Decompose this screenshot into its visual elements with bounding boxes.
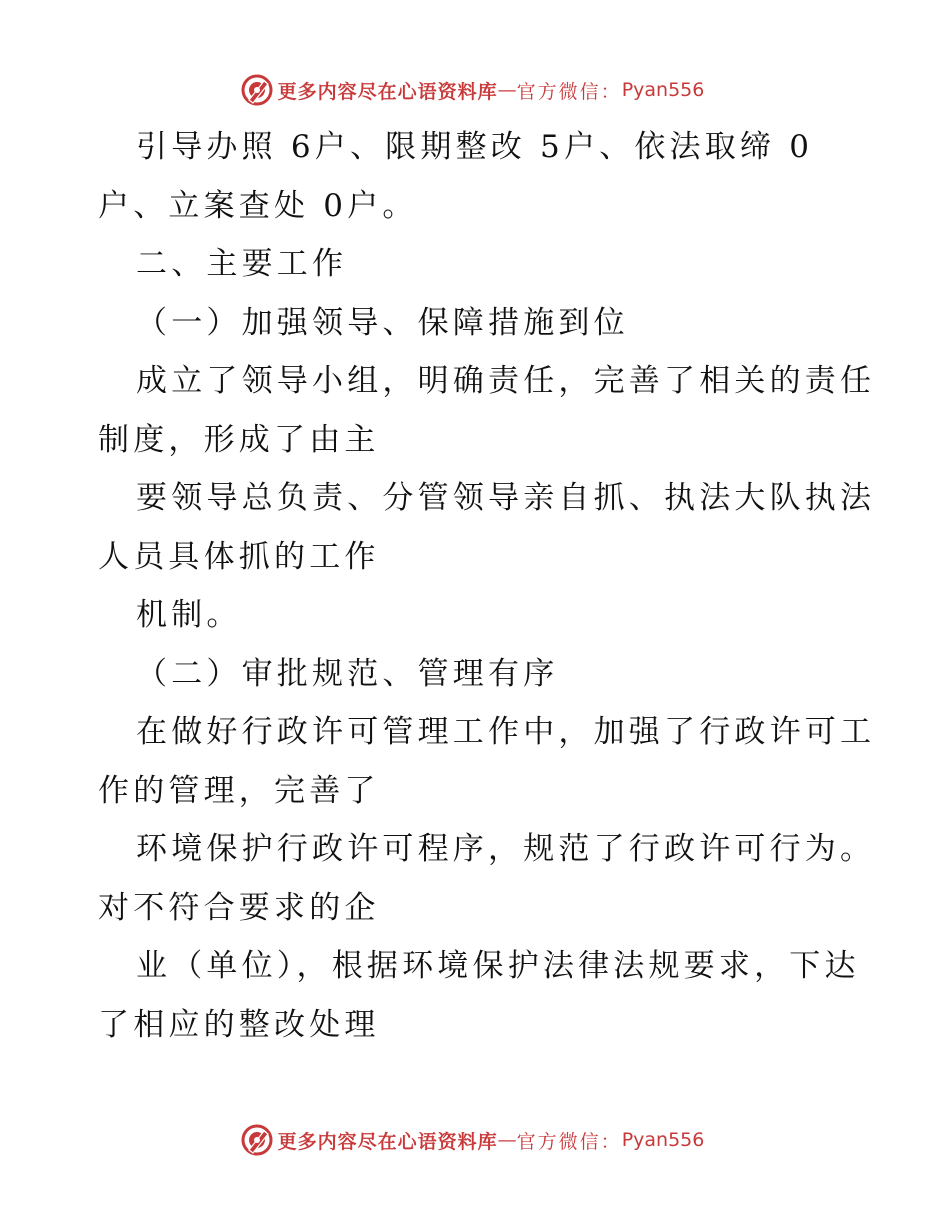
watermark-wechat-id: Pyan556 xyxy=(621,79,705,101)
pen-logo-icon xyxy=(240,73,274,107)
watermark-site-name: 更多内容尽在心语资料库 xyxy=(277,1130,498,1153)
body-line: 环境保护行政许可程序，规范了行政许可行为。 xyxy=(136,831,876,867)
watermark-dash: — xyxy=(497,79,517,101)
header-watermark xyxy=(0,68,950,112)
body-line: 人员具体抓的工作 xyxy=(98,538,380,575)
watermark-official-label: 官方微信： xyxy=(516,80,622,103)
body-line: 要领导总负责、分管领导亲自抓、执法大队执法 xyxy=(136,480,876,516)
body-line: 机制。 xyxy=(136,597,242,633)
body-line: 户、立案查处 0户。 xyxy=(98,187,418,224)
body-line: 对不符合要求的企 xyxy=(98,889,380,926)
body-line: 在做好行政许可管理工作中，加强了行政许可工 xyxy=(136,714,876,750)
body-line: 了相应的整改处理 xyxy=(98,1006,380,1043)
body-line: 引导办照 6户、限期整改 5户、依法取缔 0 xyxy=(136,129,814,165)
body-line: 成立了领导小组，明确责任，完善了相关的责任 xyxy=(136,363,876,399)
body-line: 作的管理，完善了 xyxy=(98,772,380,809)
watermark-official-label: 官方微信： xyxy=(516,1130,622,1153)
footer-watermark xyxy=(0,1118,950,1162)
document-body xyxy=(98,118,876,1054)
body-line: 制度，形成了由主 xyxy=(98,421,380,458)
pen-logo-icon xyxy=(240,1123,274,1157)
watermark-site-name: 更多内容尽在心语资料库 xyxy=(277,80,498,103)
subsection-heading: （二）审批规范、管理有序 xyxy=(136,655,559,692)
body-line: 业（单位），根据环境保护法律法规要求，下达 xyxy=(136,948,860,984)
section-heading: 二、主要工作 xyxy=(136,246,348,282)
watermark-dash: — xyxy=(497,1129,517,1151)
subsection-heading: （一）加强领导、保障措施到位 xyxy=(136,304,629,341)
watermark-wechat-id: Pyan556 xyxy=(621,1129,705,1151)
